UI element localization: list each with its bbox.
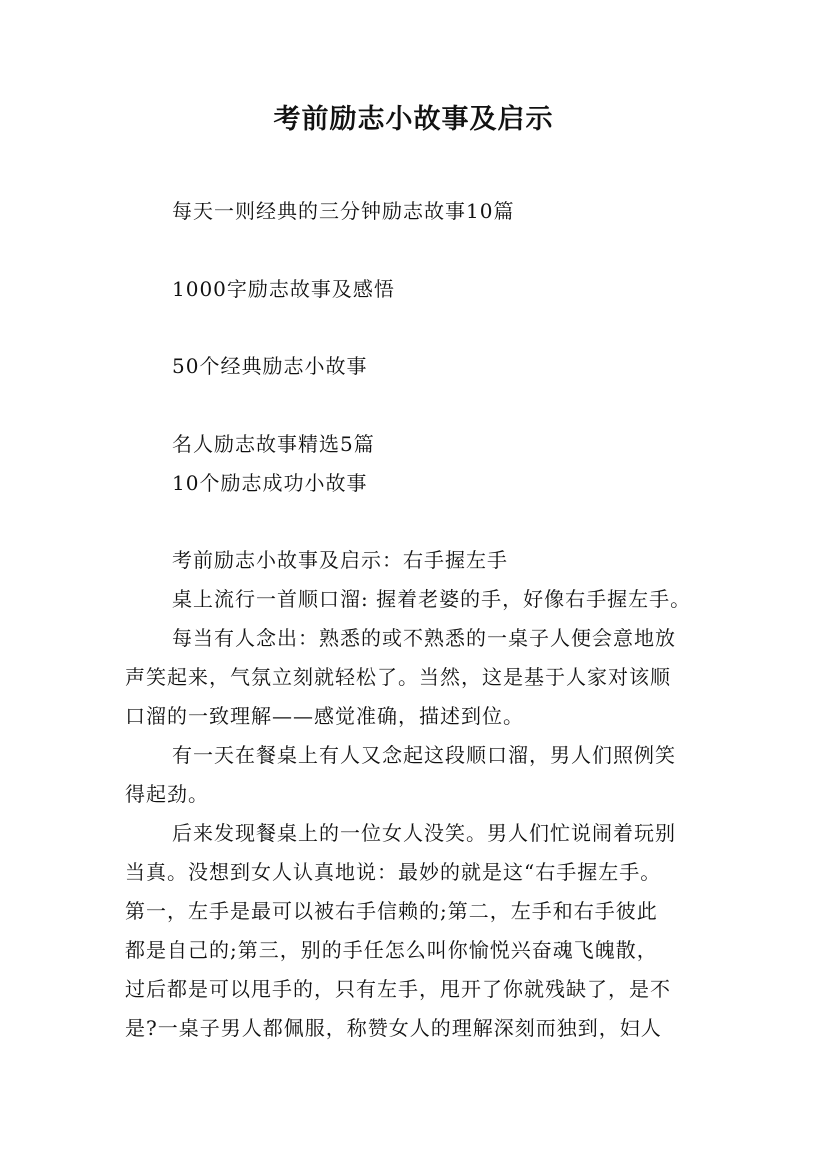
paragraph-line: 有一天在餐桌上有人又念起这段顺口溜，男人们照例笑 [172,743,676,767]
link-item-5[interactable]: 10个励志成功小故事 [172,471,368,495]
link-item-1[interactable]: 每天一则经典的三分钟励志故事10篇 [172,199,515,223]
paragraph-line: 每当有人念出：熟悉的或不熟悉的一桌子人便会意地放 [172,626,676,650]
paragraph-line: 口溜的一致理解——感觉准确，描述到位。 [125,704,524,728]
paragraph-line: 过后都是可以甩手的，只有左手，甩开了你就残缺了，是不 [125,977,671,1001]
link-item-2[interactable]: 1000字励志故事及感悟 [172,277,395,301]
document-title: 考前励志小故事及启示 [273,104,554,135]
link-item-4[interactable]: 名人励志故事精选5篇 [172,432,375,456]
paragraph-line: 都是自己的;第三，别的手任怎么叫你愉悦兴奋魂飞魄散， [125,938,658,962]
link-item-3[interactable]: 50个经典励志小故事 [172,354,368,378]
paragraph-line: 当真。没想到女人认真地说：最妙的就是这“右手握左手。 [125,860,662,884]
paragraph-line: 声笑起来，气氛立刻就轻松了。当然，这是基于人家对该顺 [125,665,671,689]
paragraph-line: 桌上流行一首顺口溜: 握着老婆的手，好像右手握左手。 [172,587,692,611]
paragraph-line: 后来发现餐桌上的一位女人没笑。男人们忙说闹着玩别 [172,821,676,845]
paragraph-line: 是?一桌子男人都佩服，称赞女人的理解深刻而独到，妇人 [125,1016,662,1040]
section-heading: 考前励志小故事及启示：右手握左手 [172,548,508,572]
paragraph-line: 得起劲。 [125,782,209,806]
paragraph-line: 第一，左手是最可以被右手信赖的;第二，左手和右手彼此 [125,899,658,923]
